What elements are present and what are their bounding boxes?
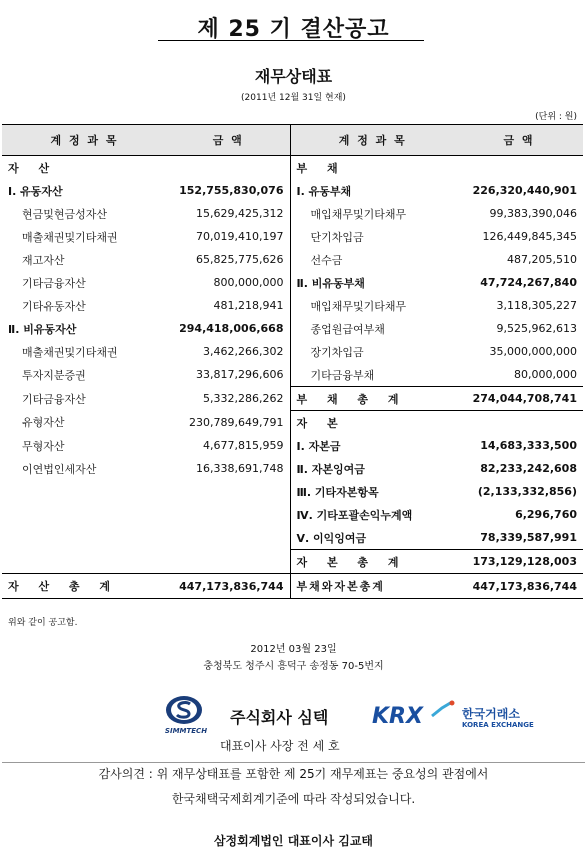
row-amount: 487,205,510 — [507, 253, 577, 266]
company-name: 주식회사 심텍 — [230, 708, 329, 727]
table-row — [2, 387, 583, 411]
row-amount: 481,218,941 — [167, 294, 290, 317]
row-amount: 6,296,760 — [515, 508, 577, 521]
table-row — [2, 363, 583, 387]
table-row — [2, 340, 583, 363]
krx-logo: KRX — [372, 704, 423, 729]
row-amount: 126,449,845,345 — [482, 230, 577, 243]
krx-korean-name: 한국거래소 — [462, 707, 520, 721]
notice-title: 제 25 기 결산공고 — [197, 17, 390, 42]
row-label: 투자지분증권 — [22, 368, 86, 382]
table-row — [2, 503, 583, 526]
table-row — [2, 526, 583, 550]
krx-arrow-icon — [430, 700, 456, 718]
row-label: Ⅳ. 기타포괄손익누계액 — [296, 508, 413, 522]
row-amount: 9,525,962,613 — [496, 322, 577, 335]
row-label: 매출채권및기타채권 — [22, 345, 118, 359]
equity-heading: 자 본 — [296, 416, 346, 430]
statement-date: (2011년 12월 31일 현재) — [241, 93, 346, 103]
row-amount: 3,118,305,227 — [496, 299, 577, 312]
table-row — [2, 457, 583, 480]
liab-equity-total-label: 부채와자본총계 — [290, 574, 455, 599]
row-label: Ⅲ. 기타자본항목 — [296, 485, 379, 499]
row-amount: 82,233,242,608 — [480, 462, 577, 475]
balance-sheet-table — [2, 124, 583, 599]
row-label: Ⅱ. 비유동자산 — [8, 322, 77, 336]
krx-english-name: KOREA EXCHANGE — [462, 721, 534, 729]
table-row — [2, 225, 583, 248]
table-row — [2, 248, 583, 271]
row-amount: 4,677,815,959 — [167, 434, 290, 457]
row-amount: 15,629,425,312 — [167, 202, 290, 225]
row-label: 단기차입금 — [310, 230, 364, 244]
row-amount: 16,338,691,748 — [167, 457, 290, 480]
row-label: 장기차입금 — [310, 345, 364, 359]
header-amount-left: 금 액 — [167, 125, 290, 156]
row-amount: 800,000,000 — [167, 271, 290, 294]
row-label: 종업원급여부채 — [310, 322, 385, 336]
row-amount: 5,332,286,262 — [167, 387, 290, 411]
ceo-name: 대표이사 사장 전 세 호 — [220, 739, 340, 753]
row-label: 매출채권및기타채권 — [22, 230, 118, 244]
row-label: 기타금융자산 — [22, 276, 86, 290]
row-amount: 80,000,000 — [514, 368, 577, 381]
simmtech-logo — [158, 695, 210, 731]
row-label: 기타금융자산 — [22, 392, 86, 406]
table-row — [2, 179, 583, 202]
row-amount: 99,383,390,046 — [489, 207, 577, 220]
table-row — [2, 294, 583, 317]
row-amount: 33,817,296,606 — [167, 363, 290, 387]
assets-total-label: 자 산 총 계 — [2, 574, 167, 599]
row-amount: 152,755,830,076 — [167, 179, 290, 202]
publish-date: 2012년 03월 23일 — [250, 644, 337, 655]
table-row — [2, 550, 583, 574]
row-label: 현금및현금성자산 — [22, 207, 108, 221]
row-label: 매입채무및기타채무 — [310, 207, 407, 221]
row-amount: 230,789,649,791 — [167, 411, 290, 435]
row-amount: 294,418,006,668 — [167, 317, 290, 340]
equity-total-amount: 173,129,128,003 — [455, 550, 583, 574]
row-amount: (2,133,332,856) — [477, 485, 577, 498]
auditor-name: 삼정회계법인 대표이사 김교태 — [213, 834, 374, 848]
assets-heading: 자 산 — [8, 161, 58, 175]
row-amount: 3,462,266,302 — [167, 340, 290, 363]
row-label: 선수금 — [310, 253, 343, 267]
row-label: Ⅰ. 자본금 — [296, 439, 341, 453]
audit-opinion-line-1: 감사의견 : 위 재무상태표를 포함한 제 25기 재무제표는 중요성의 관점에서 — [98, 767, 489, 781]
row-amount: 47,724,267,840 — [480, 276, 577, 289]
assets-total-amount: 447,173,836,744 — [167, 574, 290, 599]
table-row — [2, 574, 583, 599]
row-label: 유형자산 — [22, 416, 65, 430]
statement-title: 재무상태표 — [254, 67, 333, 86]
liabilities-heading: 부 채 — [296, 161, 346, 175]
row-label: 기타유동자산 — [22, 299, 86, 313]
header-account-right: 계 정 과 목 — [290, 125, 455, 156]
unit-label: (단위 : 원) — [535, 112, 577, 122]
header-amount-right: 금 액 — [455, 125, 583, 156]
row-label: Ⅴ. 이익잉여금 — [296, 531, 367, 545]
row-amount: 35,000,000,000 — [489, 345, 577, 358]
table-row — [2, 434, 583, 457]
row-label: 매입채무및기타채무 — [310, 299, 407, 313]
row-label: 이연법인세자산 — [22, 462, 97, 476]
row-label: 재고자산 — [22, 253, 65, 267]
row-amount: 78,339,587,991 — [480, 531, 577, 544]
divider — [2, 762, 585, 763]
row-label: Ⅱ. 자본잉여금 — [296, 462, 365, 476]
notice-text: 위와 같이 공고함. — [8, 618, 78, 628]
table-row — [2, 156, 583, 180]
company-address: 충청북도 청주시 흥덕구 송정동 70-5번지 — [203, 661, 384, 672]
table-row — [2, 202, 583, 225]
liab-equity-total-amount: 447,173,836,744 — [455, 574, 583, 599]
simmtech-wordmark: SIMMTECH — [164, 727, 208, 735]
table-row — [2, 317, 583, 340]
equity-total-label: 자 본 총 계 — [290, 550, 455, 574]
row-amount: 65,825,775,626 — [167, 248, 290, 271]
row-label: Ⅰ. 유동부채 — [296, 184, 352, 198]
row-label: Ⅰ. 유동자산 — [8, 184, 63, 198]
table-row — [2, 480, 583, 503]
title-underline — [158, 40, 424, 41]
liabilities-total-amount: 274,044,708,741 — [455, 387, 583, 411]
row-label: 무형자산 — [22, 439, 65, 453]
table-row — [2, 271, 583, 294]
table-row — [2, 411, 583, 435]
row-amount: 70,019,410,197 — [167, 225, 290, 248]
row-amount: 226,320,440,901 — [472, 184, 577, 197]
row-label: Ⅱ. 비유동부채 — [296, 276, 365, 290]
row-label: 기타금융부채 — [310, 368, 375, 382]
row-amount: 14,683,333,500 — [480, 439, 577, 452]
header-account-left: 계 정 과 목 — [2, 125, 167, 156]
audit-opinion-line-2: 한국채택국제회계기준에 따라 작성되었습니다. — [171, 792, 416, 806]
liabilities-total-label: 부 채 총 계 — [290, 387, 455, 411]
